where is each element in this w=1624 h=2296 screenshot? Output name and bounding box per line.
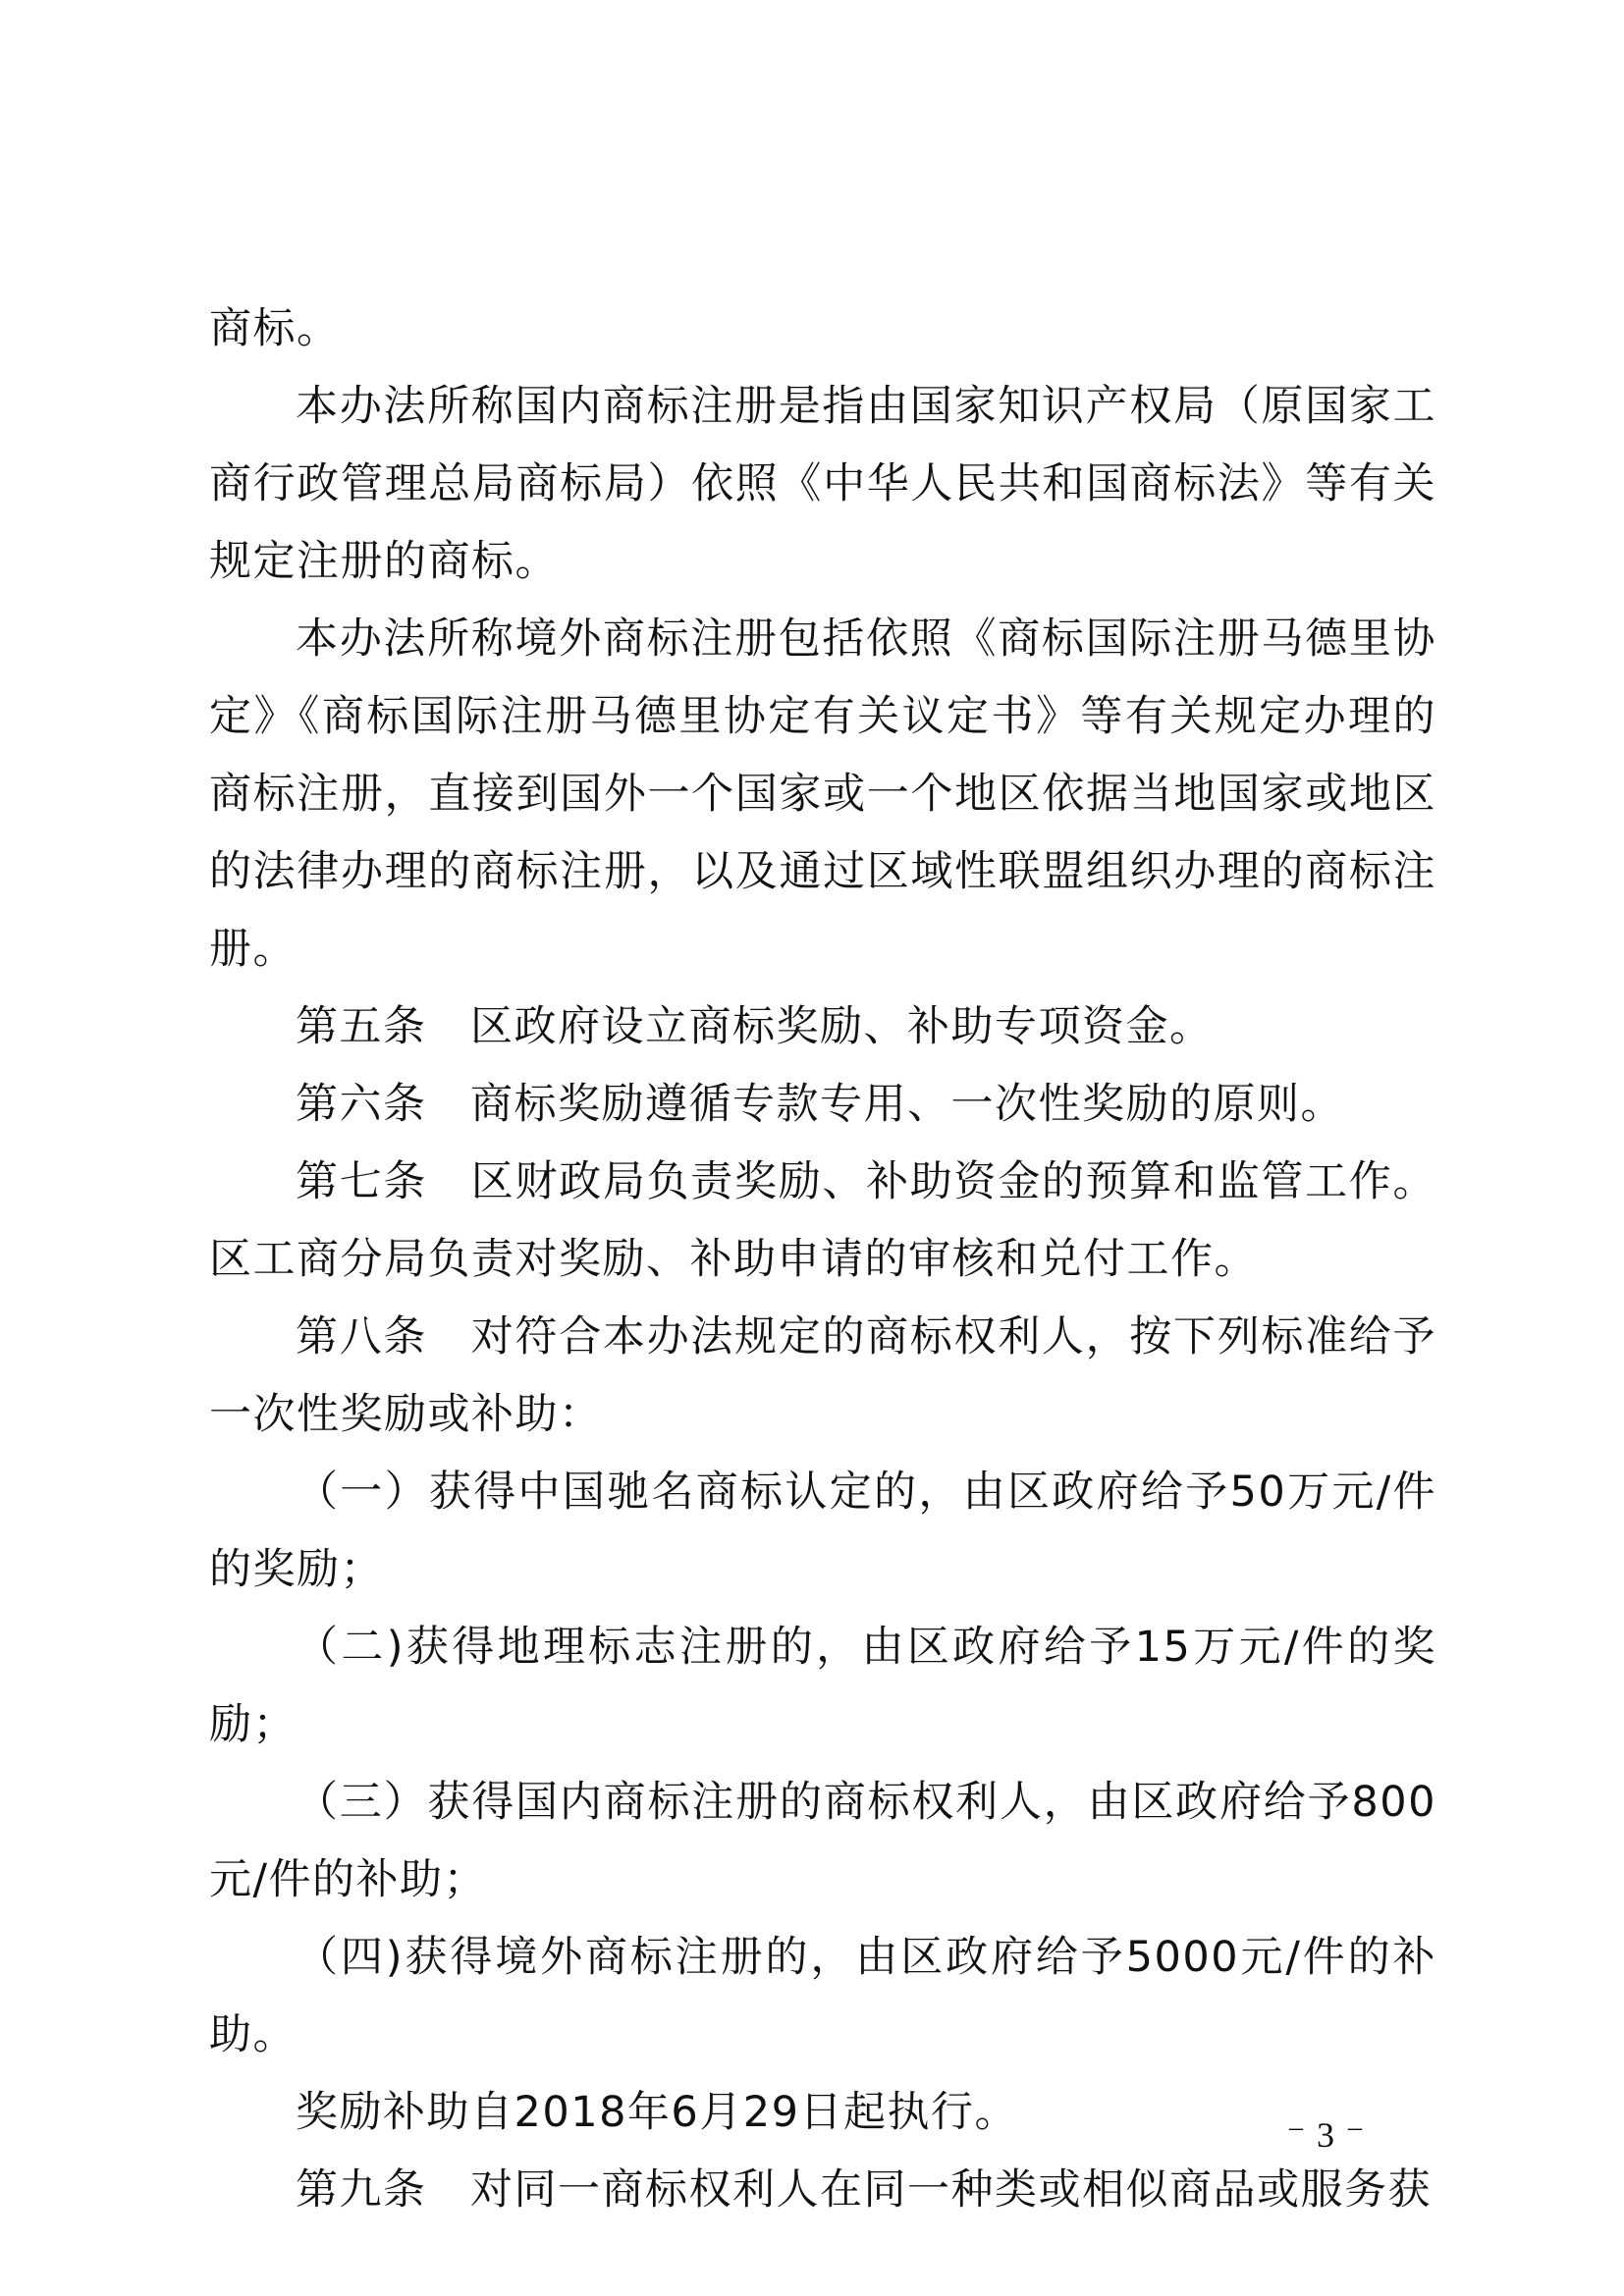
- article-5: 第五条 区政府设立商标奖励、补助专项资金。: [296, 1002, 1214, 1051]
- article-8-item-1: （一）获得中国驰名商标认定的，由区政府给予50万元/件的奖励；: [209, 1468, 1436, 1594]
- article-6: 第六条 商标奖励遵循专款专用、一次性奖励的原则。: [296, 1080, 1344, 1129]
- effective-date-paragraph: 奖励补助自2018年6月29日起执行。: [296, 2088, 1019, 2137]
- paragraph-continuation: 商标。: [209, 304, 341, 353]
- page-number-dash-left: –: [1289, 2112, 1303, 2143]
- article-8: 第八条 对符合本办法规定的商标权利人，按下列标准给予一次性奖励或补助：: [209, 1312, 1436, 1439]
- article-7: 第七条 区财政局负责奖励、补助资金的预算和监管工作。区工商分局负责对奖励、补助申请的审核和兑付工作。: [209, 1157, 1436, 1284]
- paragraph-overseas-registration: 本办法所称境外商标注册包括依照《商标国际注册马德里协定》《商标国际注册马德里协定有关议定书》等有关规定办理的商标注册，直接到国外一个国家或一个地区依据当地国家或地区的法律办理的商标注册，以及通过区域性联盟组织办理的商标注册。: [209, 614, 1436, 974]
- page-number: [1267, 2112, 1384, 2155]
- article-9: 第九条 对同一商标权利人在同一种类或相似商品或服务获: [296, 2165, 1432, 2215]
- page-number-value: 3: [1317, 2115, 1334, 2155]
- page-number-dash-right: –: [1348, 2112, 1362, 2143]
- document-body: [209, 291, 1436, 2229]
- paragraph-domestic-registration: 本办法所称国内商标注册是指由国家知识产权局（原国家工商行政管理总局商标局）依照《中华人民共和国商标法》等有关规定注册的商标。: [209, 382, 1436, 586]
- article-8-item-4: （四)获得境外商标注册的，由区政府给予5000元/件的补助。: [209, 1933, 1436, 2059]
- article-8-item-2: （二)获得地理标志注册的，由区政府给予15万元/件的奖励；: [209, 1623, 1436, 1749]
- article-8-item-3: （三）获得国内商标注册的商标权利人，由区政府给予800元/件的补助；: [209, 1778, 1436, 1904]
